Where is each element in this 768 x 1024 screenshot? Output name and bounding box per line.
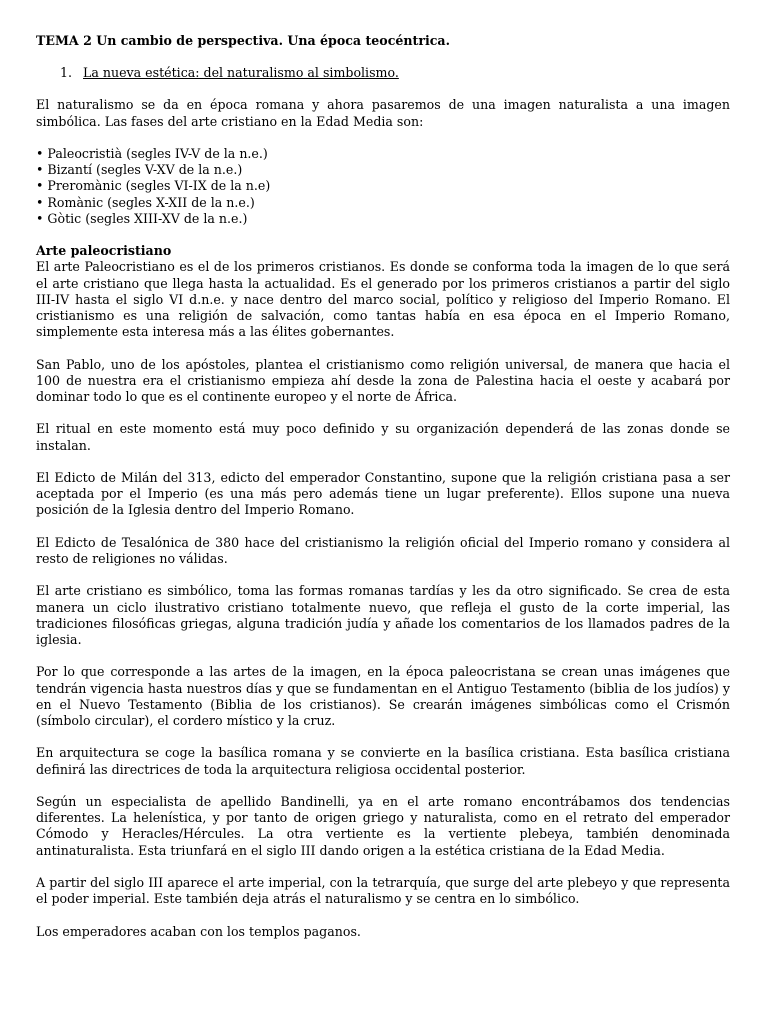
list-item: • Paleocristià (segles IV-V de la n.e.) — [36, 146, 268, 161]
document-page — [36, 33, 730, 940]
body-paragraph: El arte cristiano es simbólico, toma las formas romanas tardías y les da otro significado. Se crea de esta manera un ciclo ilustrativo cristiano totalmente nuevo, que refleja el gusto de la corte imperial, las tradiciones filosóficas griegas, alguna tradición judía y añade los comentarios de los llamados padres de la iglesia. — [36, 583, 730, 647]
body-paragraph: Según un especialista de apellido Bandinelli, ya en el arte romano encontrábamos dos tendencias diferentes. La helenística, y por tanto de origen griego y naturalista, como en el retrato del emperador Cómodo y Heracles/Hércules. La otra vertiente es la vertiente plebeya, también denominada antinaturalista. Esta triunfará en el siglo III dando origen a la estética cristiana de la Edad Media. — [36, 793, 730, 858]
body-paragraph: El Edicto de Milán del 313, edicto del emperador Constantino, supone que la religión cristiana pasa a ser aceptada por el Imperio (es una más pero además tiene un lugar preferente). Ellos supone una nueva posición de la Iglesia dentro del Imperio Romano. — [36, 470, 730, 518]
list-item: • Romànic (segles X-XII de la n.e.) — [36, 194, 255, 210]
list-item: • Gòtic (segles XIII-XV de la n.e.) — [36, 210, 248, 226]
heading-text: La nueva estética: del naturalismo al simbolismo. — [83, 65, 399, 81]
body-paragraph: Por lo que corresponde a las artes de la imagen, en la época paleocristana se crean unas imágenes que tendrán vigencia hasta nuestros días y que se fundamentan en el Antiguo Testamento (biblia de los judíos) y en el Nuevo Testamento (Biblia de los cristianos). Se crearán imágenes simbólicas como el Crismón (símbolo circular), el cordero místico y la cruz. — [36, 664, 730, 728]
section-title: Arte paleocristiano — [36, 243, 172, 259]
body-paragraph: El ritual en este momento está muy poco definido y su organización dependerá de las zonas donde se instalan. — [36, 421, 730, 453]
heading-number: 1. — [60, 65, 73, 81]
body-paragraph: A partir del siglo III aparece el arte imperial, con la tetrarquía, que surge del arte plebeyo y que representa el poder imperial. Este también deja atrás el naturalismo y se centra en lo simbólico. — [36, 874, 730, 907]
numbered-heading — [60, 65, 730, 81]
list-item: • Bizantí (segles V-XV de la n.e.) — [36, 162, 243, 178]
body-paragraph: Los emperadores acaban con los templos paganos. — [36, 923, 361, 939]
document-title: TEMA 2 Un cambio de perspectiva. Una época teocéntrica. — [36, 33, 450, 48]
list-item: • Preromànic (segles VI-IX de la n.e) — [36, 178, 271, 194]
body-paragraph: San Pablo, uno de los apóstoles, plantea el cristianismo como religión universal, de manera que hacia el 100 de nuestra era el cristianismo empieza ahí desde la zona de Palestina hacia el oeste y acabará por dominar todo lo que es el continente europeo y el norte de África. — [36, 356, 730, 405]
intro-paragraph: El naturalismo se da en época romana y ahora pasaremos de una imagen naturalista a una imagen simbólica. Las fases del arte cristiano en la Edad Media son: — [36, 97, 730, 129]
body-paragraph: El Edicto de Tesalónica de 380 hace del cristianismo la religión oficial del Imperio romano y considera al resto de religiones no válidas. — [36, 534, 730, 566]
body-paragraph: El arte Paleocristiano es el de los primeros cristianos. Es donde se conforma toda la imagen de lo que será el arte cristiano que llega hasta la actualidad. Es el generado por los primeros cristianos a partir del siglo III-IV hasta el siglo VI d.n.e. y nace dentro del marco social, político y religioso del Imperio Romano. El cristianismo es una religión de salvación, como tantas había en esa época en el Imperio Romano, simplemente esta interesa más a las élites gobernantes. — [36, 259, 730, 340]
phases-list — [36, 146, 730, 227]
body-paragraph: En arquitectura se coge la basílica romana y se convierte en la basílica cristiana. Esta basílica cristiana definirá las directrices de toda la arquitectura religiosa occidental posterior. — [36, 745, 730, 777]
